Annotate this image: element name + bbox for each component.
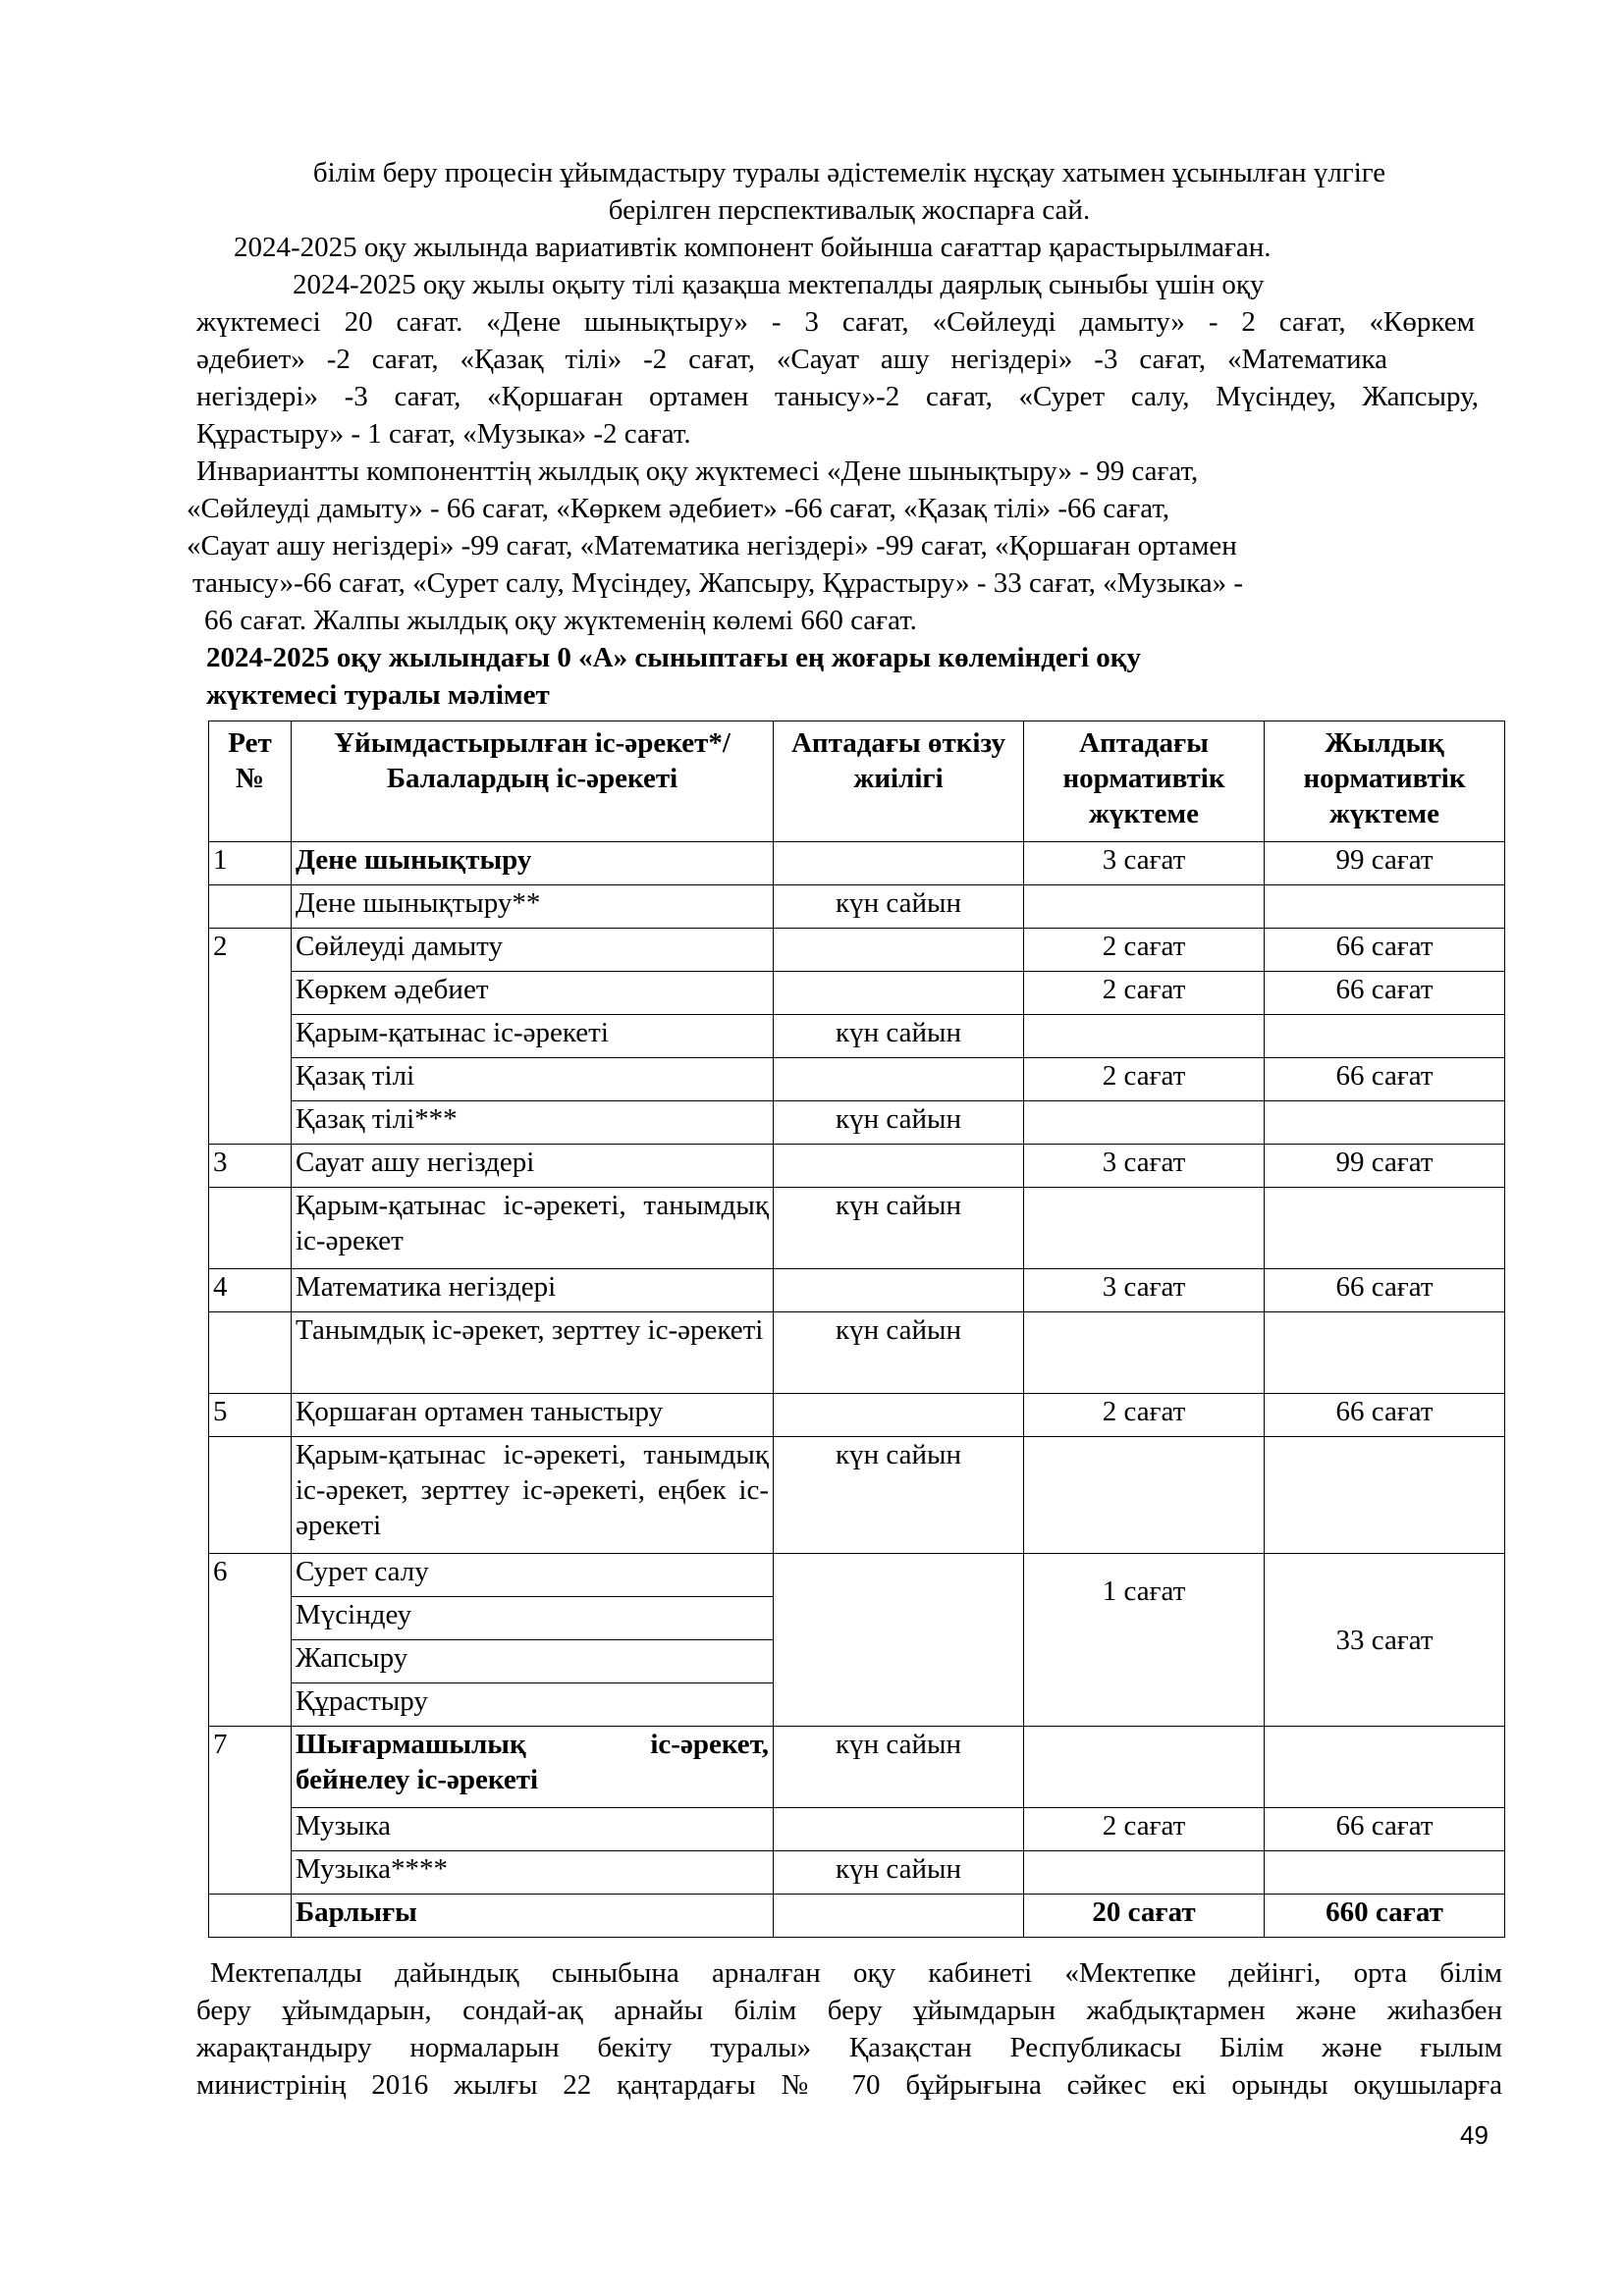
outro-line-3: жарақтандыру нормаларын бекіту туралы» Қазақстан Республикасы Білім және ғылым — [196, 2032, 1502, 2063]
table-row — [209, 1394, 1505, 1437]
row-num: 6 — [209, 1554, 292, 1727]
outro-line-4: министрінің 2016 жылғы 22 қаңтардағы № 70 бұйрығына сәйкес екі орынды оқушыларға — [196, 2069, 1502, 2101]
table-row — [209, 1554, 1505, 1597]
row-activity: Қарым-қатынас іс-әрекеті, танымдық іс-әрекет — [292, 1188, 774, 1269]
row-activity: Музыка**** — [292, 1851, 774, 1895]
row-weekly: 3 сағат — [1024, 1269, 1265, 1312]
total-weekly: 20 сағат — [1024, 1895, 1265, 1938]
row-activity: Қоршаған ортамен таныстыру — [292, 1394, 774, 1437]
row-num — [209, 1312, 292, 1394]
row-annual: 66 сағат — [1265, 1808, 1505, 1851]
row-annual — [1265, 1101, 1505, 1145]
row-weekly: 3 сағат — [1024, 842, 1265, 885]
table-row — [209, 1727, 1505, 1808]
row-weekly — [1024, 1188, 1265, 1269]
workload-table — [208, 721, 1505, 1938]
row-num — [209, 1188, 292, 1269]
para3-line-5: 66 сағат. Жалпы жылдық оқу жүктеменің көлемі 660 сағат. — [204, 605, 917, 636]
page-number: 49 — [1460, 2120, 1489, 2150]
table-row — [209, 842, 1505, 885]
row-weekly — [1024, 1015, 1265, 1058]
table-row — [209, 1437, 1505, 1554]
header-activity: Ұйымдастырылған іс-әрекет*/ Балалардың іс-әрекеті — [292, 721, 774, 842]
row-annual: 66 сағат — [1265, 929, 1505, 972]
total-annual: 660 сағат — [1265, 1895, 1505, 1938]
row-annual: 99 сағат — [1265, 1145, 1505, 1188]
row-weekly: 2 сағат — [1024, 1808, 1265, 1851]
row-activity: Дене шынықтыру — [292, 842, 774, 885]
row-weekly — [1024, 1437, 1265, 1554]
row-weekly — [1024, 1851, 1265, 1895]
intro-line-3: 2024-2025 оқу жылында вариативтік компонент бойынша сағаттар қарастырылмаған. — [234, 232, 1272, 263]
table-row — [209, 885, 1505, 929]
row-activity: Мүсіндеу — [292, 1597, 774, 1640]
row-annual: 66 сағат — [1265, 1058, 1505, 1101]
row-frequency — [774, 1808, 1024, 1851]
row-frequency — [774, 1269, 1024, 1312]
header-frequency: Аптадағы өткізу жиілігі — [774, 721, 1024, 842]
table-row — [209, 972, 1505, 1015]
row-annual — [1265, 1851, 1505, 1895]
table-header-row — [209, 721, 1505, 842]
header-weekly-load: Аптадағы нормативтік жүктеме — [1024, 721, 1265, 842]
row-frequency: күн сайын — [774, 1015, 1024, 1058]
table-row — [209, 1145, 1505, 1188]
row-annual: 33 сағат — [1265, 1554, 1505, 1727]
row-activity: Көркем әдебиет — [292, 972, 774, 1015]
para3-line-3: «Сауат ашу негіздері» -99 сағат, «Математика негіздері» -99 сағат, «Қоршаған ортамен — [187, 530, 1237, 561]
row-num — [209, 1437, 292, 1554]
intro-line-2: берілген перспективалық жоспарға сай. — [608, 194, 1091, 226]
row-frequency: күн сайын — [774, 1101, 1024, 1145]
table-title-line-1: 2024-2025 оқу жылындағы 0 «А» сыныптағы ең жоғары көлеміндегі оқу — [206, 642, 1141, 673]
row-weekly — [1024, 1312, 1265, 1394]
para2-line-2: жүктемесі 20 сағат. «Дене шынықтыру» - 3 сағат, «Сөйлеуді дамыту» - 2 сағат, «Көркем — [196, 306, 1475, 338]
row-annual — [1265, 1015, 1505, 1058]
row-annual: 99 сағат — [1265, 842, 1505, 885]
outro-line-2: беру ұйымдарын, сондай-ақ арнайы білім беру ұйымдарын жабдықтармен және жиһазбен — [196, 1995, 1502, 2026]
row-frequency — [774, 1145, 1024, 1188]
row-frequency — [774, 972, 1024, 1015]
row-frequency — [774, 1895, 1024, 1938]
row-frequency — [774, 842, 1024, 885]
para3-line-2: «Сөйлеуді дамыту» - 66 сағат, «Көркем әдебиет» -66 сағат, «Қазақ тілі» -66 сағат, — [187, 493, 1170, 524]
table-row — [209, 1269, 1505, 1312]
row-activity: Сауат ашу негіздері — [292, 1145, 774, 1188]
row-annual: 66 сағат — [1265, 972, 1505, 1015]
row-frequency: күн сайын — [774, 1851, 1024, 1895]
row-num — [209, 885, 292, 929]
row-activity: Жапсыру — [292, 1640, 774, 1683]
row-activity: Танымдық іс-әрекет, зерттеу іс-әрекеті — [292, 1312, 774, 1394]
row-weekly: 2 сағат — [1024, 1058, 1265, 1101]
row-annual — [1265, 1312, 1505, 1394]
row-activity: Қазақ тілі*** — [292, 1101, 774, 1145]
para2-line-1: 2024-2025 оқу жылы оқыту тілі қазақша мектепалды даярлық сыныбы үшін оқу — [293, 269, 1265, 300]
table-row — [209, 1058, 1505, 1101]
row-activity: Қарым-қатынас іс-әрекеті — [292, 1015, 774, 1058]
row-weekly: 1 сағат — [1024, 1554, 1265, 1727]
row-frequency: күн сайын — [774, 1437, 1024, 1554]
row-activity: Сөйлеуді дамыту — [292, 929, 774, 972]
row-annual — [1265, 1188, 1505, 1269]
row-annual: 66 сағат — [1265, 1269, 1505, 1312]
row-annual — [1265, 1727, 1505, 1808]
table-total-row — [209, 1895, 1505, 1938]
row-weekly — [1024, 1101, 1265, 1145]
para3-line-1: Инвариантты компоненттің жылдық оқу жүктемесі «Дене шынықтыру» - 99 сағат, — [196, 455, 1199, 487]
para2-line-5: Құрастыру» - 1 сағат, «Музыка» -2 сағат. — [196, 418, 691, 450]
row-activity: Математика негіздері — [292, 1269, 774, 1312]
para2-line-3: әдебиет» -2 сағат, «Қазақ тілі» -2 сағат, «Сауат ашу негіздері» -3 сағат, «Математика — [196, 344, 1387, 375]
row-frequency — [774, 1394, 1024, 1437]
table-row — [209, 1312, 1505, 1394]
row-num — [209, 1895, 292, 1938]
row-weekly: 2 сағат — [1024, 1394, 1265, 1437]
table-row — [209, 929, 1505, 972]
row-activity: Қазақ тілі — [292, 1058, 774, 1101]
row-frequency: күн сайын — [774, 885, 1024, 929]
total-label: Барлығы — [292, 1895, 774, 1938]
row-weekly: 3 сағат — [1024, 1145, 1265, 1188]
row-frequency — [774, 1554, 1024, 1727]
para2-line-4: негіздері» -3 сағат, «Қоршаған ортамен танысу»-2 сағат, «Сурет салу, Мүсіндеу, Жапсыру, — [196, 381, 1479, 412]
header-annual-load: Жылдық нормативтік жүктеме — [1265, 721, 1505, 842]
row-annual — [1265, 885, 1505, 929]
table-row — [209, 1101, 1505, 1145]
row-num: 5 — [209, 1394, 292, 1437]
para3-line-4: танысу»-66 сағат, «Сурет салу, Мүсіндеу, Жапсыру, Құрастыру» - 33 сағат, «Музыка» - — [192, 567, 1244, 599]
intro-line-1: білім беру процесін ұйымдастыру туралы әдістемелік нұсқау хатымен ұсынылған үлгіге — [312, 157, 1386, 188]
row-activity: Дене шынықтыру** — [292, 885, 774, 929]
row-activity: Шығармашылық іс-әрекет, бейнелеу іс-әрекеті — [292, 1727, 774, 1808]
row-num: 3 — [209, 1145, 292, 1188]
row-frequency: күн сайын — [774, 1188, 1024, 1269]
row-weekly: 2 сағат — [1024, 929, 1265, 972]
row-annual: 66 сағат — [1265, 1394, 1505, 1437]
row-activity: Қарым-қатынас іс-әрекеті, танымдық іс-әрекет, зерттеу іс-әрекеті, еңбек іс-әрекеті — [292, 1437, 774, 1554]
row-frequency: күн сайын — [774, 1312, 1024, 1394]
table-row — [209, 1851, 1505, 1895]
row-num: 1 — [209, 842, 292, 885]
table-row — [209, 1808, 1505, 1851]
row-num: 7 — [209, 1727, 292, 1895]
row-activity: Сурет салу — [292, 1554, 774, 1597]
outro-line-1: Мектепалды дайындық сыныбына арналған оқу кабинеті «Мектепке дейінгі, орта білім — [210, 1957, 1502, 1989]
row-frequency — [774, 929, 1024, 972]
row-activity: Құрастыру — [292, 1683, 774, 1727]
row-weekly: 2 сағат — [1024, 972, 1265, 1015]
table-title-line-2: жүктемесі туралы мәлімет — [206, 679, 550, 711]
header-num: Рет № — [209, 721, 292, 842]
row-frequency: күн сайын — [774, 1727, 1024, 1808]
row-activity: Музыка — [292, 1808, 774, 1851]
table-row — [209, 1015, 1505, 1058]
row-annual — [1265, 1437, 1505, 1554]
row-num: 2 — [209, 929, 292, 1145]
table-row — [209, 1188, 1505, 1269]
row-num: 4 — [209, 1269, 292, 1312]
row-weekly — [1024, 1727, 1265, 1808]
row-frequency — [774, 1058, 1024, 1101]
row-weekly — [1024, 885, 1265, 929]
